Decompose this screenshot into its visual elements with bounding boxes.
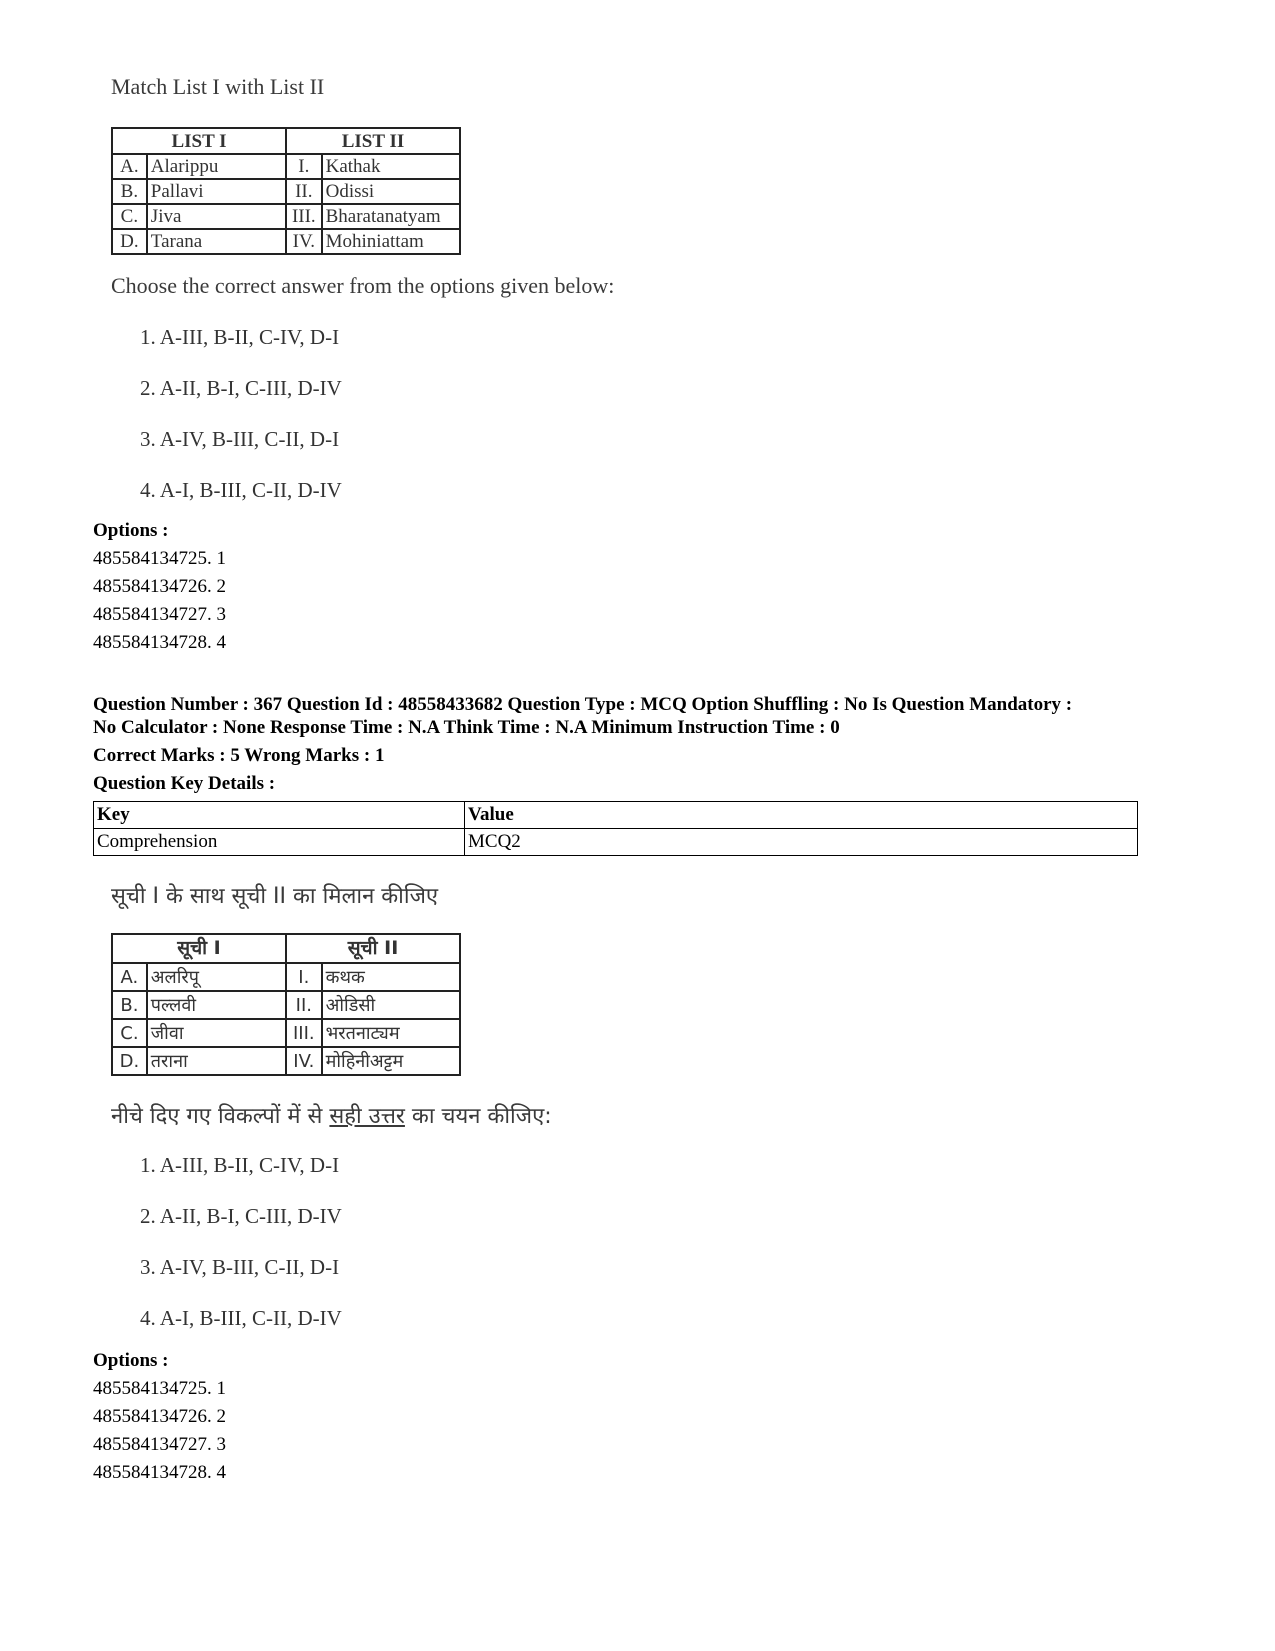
row-dance: कथक <box>322 963 460 991</box>
table-row <box>112 204 460 229</box>
row-item: Tarana <box>147 229 286 254</box>
table-row <box>112 991 460 1019</box>
table-row <box>112 229 460 254</box>
value-cell: MCQ2 <box>465 829 1138 856</box>
table-header-row <box>112 128 460 154</box>
row-roman: I. <box>286 154 322 179</box>
question-meta-line2: No Calculator : None Response Time : N.A Think Time : N.A Minimum Instruction Time : 0 <box>93 717 840 738</box>
row-letter: B. <box>112 991 147 1019</box>
question-heading-en: Match List I with List II <box>111 74 325 99</box>
row-dance: Kathak <box>322 154 460 179</box>
key-details-label: Question Key Details : <box>93 773 276 794</box>
row-letter: B. <box>112 179 147 204</box>
instruction-en: Choose the correct answer from the options given below: <box>111 273 615 298</box>
instruction-hi-post: का चयन कीजिए: <box>404 1104 552 1129</box>
options-label: Options : <box>93 520 169 541</box>
row-item: जीवा <box>147 1019 286 1047</box>
marks-line: Correct Marks : 5 Wrong Marks : 1 <box>93 745 385 766</box>
row-dance: मोहिनीअट्टम <box>322 1047 460 1075</box>
key-header: Key <box>94 802 465 829</box>
row-dance: Bharatanatyam <box>322 204 460 229</box>
row-dance: भरतनाट्यम <box>322 1019 460 1047</box>
choice-3: 3. A-IV, B-III, C-II, D-I <box>140 427 340 451</box>
instruction-hi-underlined: सही उत्तर <box>329 1104 405 1129</box>
choice-2: 2. A-II, B-I, C-III, D-IV <box>140 376 342 400</box>
row-item: पल्लवी <box>147 991 286 1019</box>
table-row <box>112 1019 460 1047</box>
table-row <box>112 963 460 991</box>
key-details-table <box>93 801 1138 856</box>
option-id-1: 485584134725. 1 <box>93 548 226 569</box>
row-item: Alarippu <box>147 154 286 179</box>
row-roman: I. <box>286 963 322 991</box>
row-letter: A. <box>112 963 147 991</box>
list1-header: LIST I <box>112 128 286 154</box>
option-id-4: 485584134728. 4 <box>93 632 226 653</box>
row-item: Jiva <box>147 204 286 229</box>
instruction-hi-pre: नीचे दिए गए विकल्पों में से <box>111 1104 330 1129</box>
option-id-2: 485584134726. 2 <box>93 1406 226 1427</box>
row-dance: Mohiniattam <box>322 229 460 254</box>
row-item: तराना <box>147 1047 286 1075</box>
choice-4: 4. A-I, B-III, C-II, D-IV <box>140 478 342 502</box>
choice-2: 2. A-II, B-I, C-III, D-IV <box>140 1204 342 1228</box>
row-roman: II. <box>286 991 322 1019</box>
option-id-4: 485584134728. 4 <box>93 1462 226 1483</box>
table-header-row <box>112 934 460 963</box>
row-letter: D. <box>112 229 147 254</box>
row-dance: ओडिसी <box>322 991 460 1019</box>
list2-header: LIST II <box>286 128 460 154</box>
choice-4: 4. A-I, B-III, C-II, D-IV <box>140 1306 342 1330</box>
choice-1: 1. A-III, B-II, C-IV, D-I <box>140 1153 340 1177</box>
choice-1: 1. A-III, B-II, C-IV, D-I <box>140 325 340 349</box>
key-table-row <box>94 829 1138 856</box>
match-table-en <box>111 127 461 255</box>
option-id-3: 485584134727. 3 <box>93 1434 226 1455</box>
row-letter: A. <box>112 154 147 179</box>
question-heading-hi: सूची I के साथ सूची II का मिलान कीजिए <box>111 884 439 909</box>
key-table-header-row <box>94 802 1138 829</box>
key-cell: Comprehension <box>94 829 465 856</box>
question-meta-line1: Question Number : 367 Question Id : 48558433682 Question Type : MCQ Option Shuffling : No Is Question Mandatory : <box>93 694 1073 715</box>
row-roman: IV. <box>286 229 322 254</box>
choice-3: 3. A-IV, B-III, C-II, D-I <box>140 1255 340 1279</box>
match-table-hi <box>111 933 461 1076</box>
row-roman: III. <box>286 204 322 229</box>
instruction-hi <box>111 1100 552 1130</box>
table-row <box>112 179 460 204</box>
row-letter: C. <box>112 1019 147 1047</box>
row-roman: III. <box>286 1019 322 1047</box>
row-letter: D. <box>112 1047 147 1075</box>
row-roman: II. <box>286 179 322 204</box>
list2-header: सूची II <box>286 934 460 963</box>
list1-header: सूची I <box>112 934 286 963</box>
table-row <box>112 1047 460 1075</box>
row-item: अलरिपू <box>147 963 286 991</box>
row-roman: IV. <box>286 1047 322 1075</box>
option-id-2: 485584134726. 2 <box>93 576 226 597</box>
row-dance: Odissi <box>322 179 460 204</box>
option-id-3: 485584134727. 3 <box>93 604 226 625</box>
row-item: Pallavi <box>147 179 286 204</box>
option-id-1: 485584134725. 1 <box>93 1378 226 1399</box>
value-header: Value <box>465 802 1138 829</box>
row-letter: C. <box>112 204 147 229</box>
table-row <box>112 154 460 179</box>
options-label: Options : <box>93 1350 169 1371</box>
